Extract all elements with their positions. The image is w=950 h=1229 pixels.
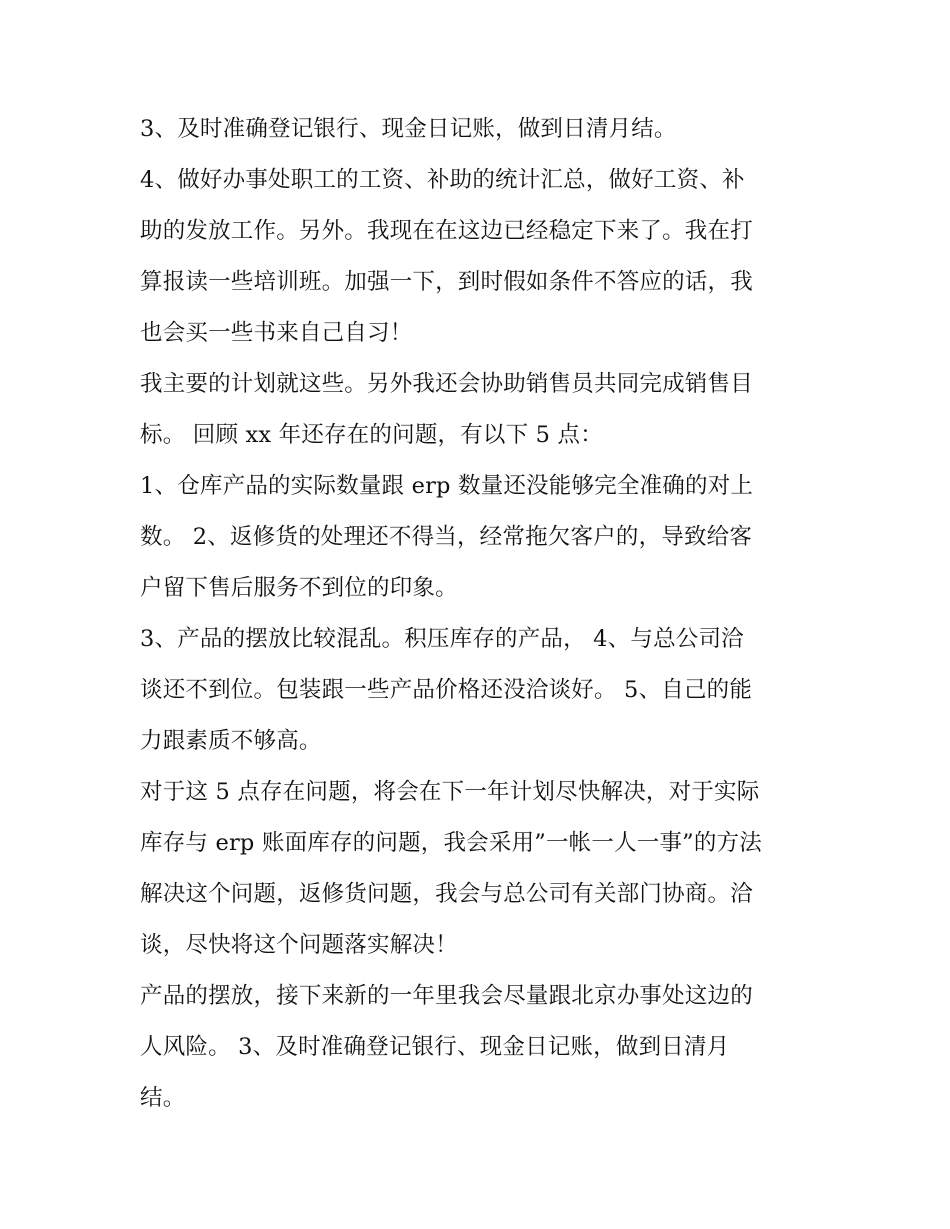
- text-line: 数。 2、返修货的处理还不得当，经常拖欠客户的，导致给客: [140, 524, 753, 550]
- text-line: 4、做好办事处职工的工资、补助的统计汇总，做好工资、补: [140, 167, 745, 193]
- text-line: 户留下售后服务不到位的印象。: [140, 575, 458, 601]
- text-line: 1、仓库产品的实际数量跟 erp 数量还没能够完全准确的对上: [140, 473, 754, 499]
- text-line: 我主要的计划就这些。另外我还会协助销售员共同完成销售目: [140, 371, 753, 397]
- text-line: 也会买一些书来自己自习！: [140, 320, 413, 346]
- text-line: 库存与 erp 账面库存的问题，我会采用”一帐一人一事”的方法: [140, 830, 762, 856]
- text-line: 产品的摆放，接下来新的一年里我会尽量跟北京办事处这边的: [140, 983, 753, 1009]
- text-line: 3、及时准确登记银行、现金日记账，做到日清月结。: [140, 116, 677, 142]
- text-line: 解决这个问题，返修货问题，我会与总公司有关部门协商。洽: [140, 881, 753, 907]
- text-line: 结。: [140, 1085, 186, 1111]
- text-line: 对于这 5 点存在问题，将会在下一年计划尽快解决，对于实际: [140, 779, 760, 805]
- text-line: 3、产品的摆放比较混乱。积压库存的产品， 4、与总公司洽: [140, 626, 744, 652]
- text-line: 力跟素质不够高。: [140, 728, 322, 754]
- document-body: [140, 104, 820, 1124]
- text-line: 人风险。 3、及时准确登记银行、现金日记账，做到日清月: [140, 1034, 730, 1060]
- text-line: 算报读一些培训班。加强一下，到时假如条件不答应的话，我: [140, 269, 753, 295]
- text-line: 谈，尽快将这个问题落实解决！: [140, 932, 458, 958]
- text-line: 助的发放工作。另外。我现在在这边已经稳定下来了。我在打: [140, 218, 753, 244]
- text-line: 谈还不到位。包装跟一些产品价格还没洽谈好。 5、自己的能: [140, 677, 753, 703]
- text-line: 标。 回顾 xx 年还存在的问题，有以下 5 点：: [140, 422, 603, 448]
